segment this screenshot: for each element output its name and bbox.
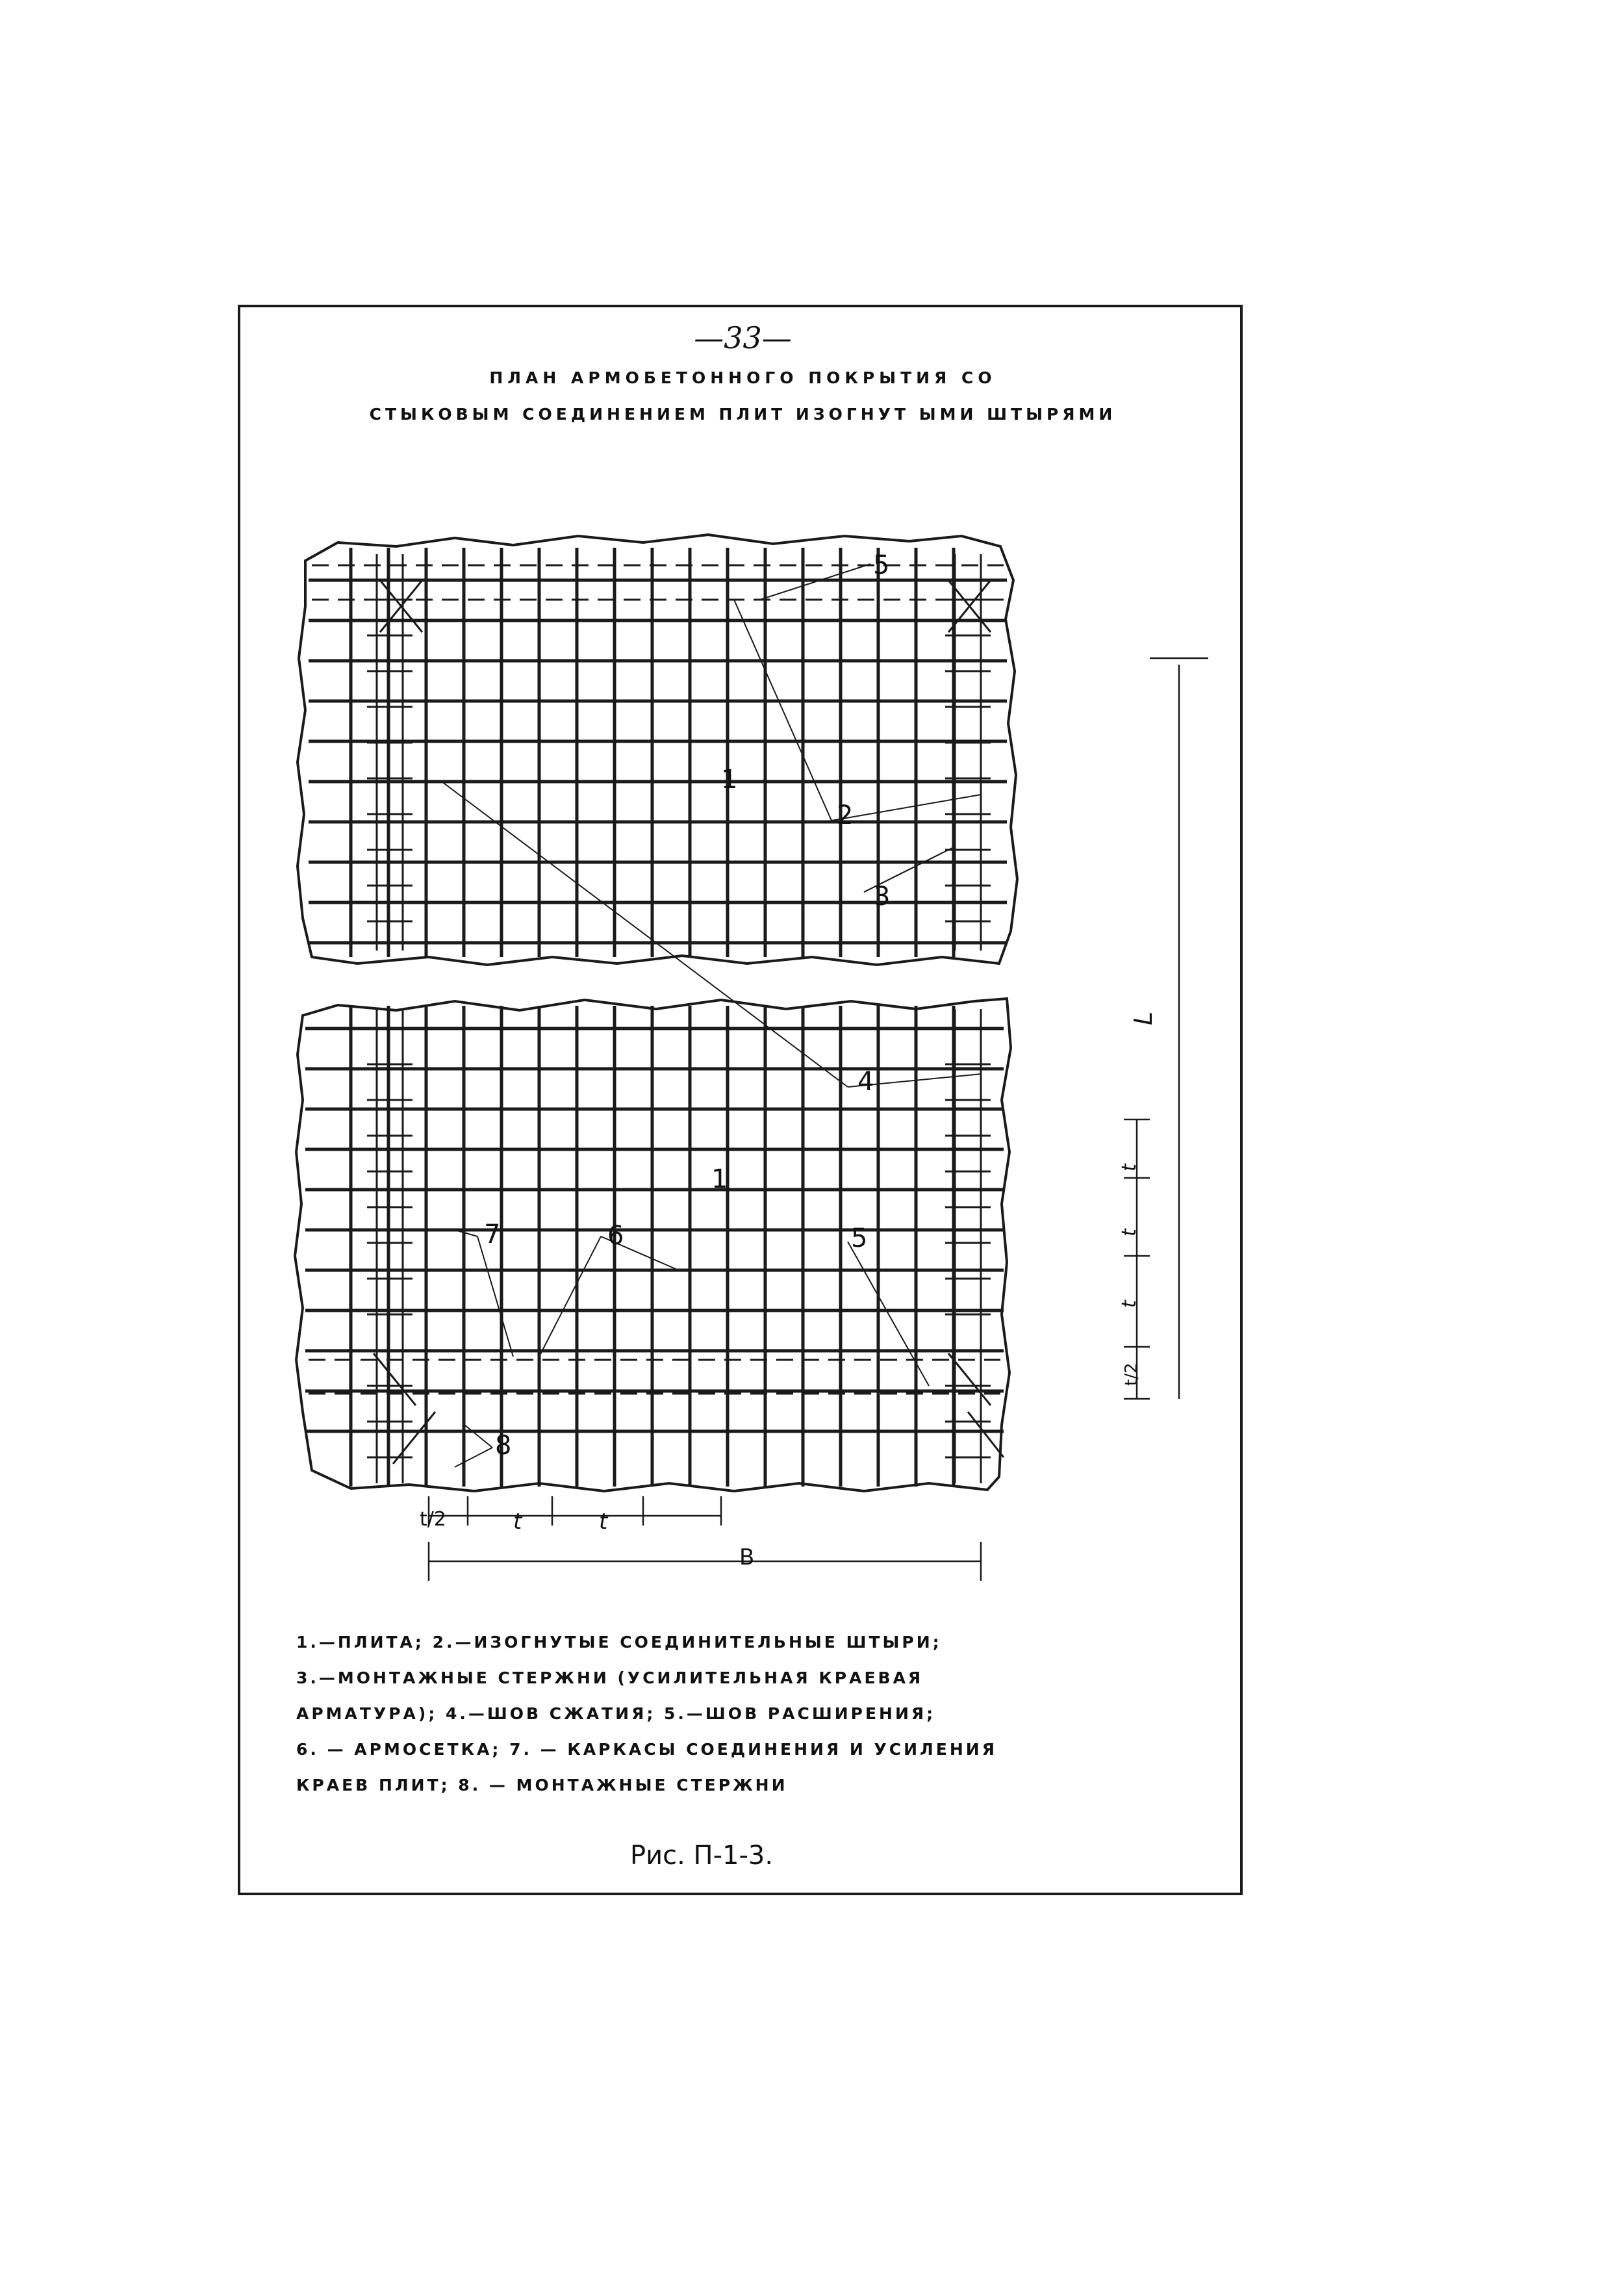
- dim-label-width: В: [739, 1544, 755, 1570]
- label-plate-bottom: 1: [711, 1164, 728, 1194]
- legend-line-5: КРАЕВ ПЛИТ; 8. — МОНТАЖНЫЕ СТЕРЖНИ: [296, 1776, 788, 1795]
- figure-caption: Рис. П-1-3.: [630, 1841, 774, 1871]
- label-callout-6: 6: [607, 1221, 624, 1251]
- legend-line-1: 1.—ПЛИТА; 2.—ИЗОГНУТЫЕ СОЕДИНИТЕЛЬНЫЕ ШТЫРИ;: [296, 1633, 942, 1652]
- dim-label-t-side-1: t: [1118, 1164, 1141, 1171]
- label-callout-4: 4: [857, 1067, 874, 1097]
- corner-diagonal-bar: [393, 1412, 435, 1464]
- dim-label-half-t-side: t/2: [1122, 1362, 1141, 1386]
- dim-label-half-t-bottom: t/2: [420, 1508, 446, 1531]
- corner-diagonal-bar: [968, 1412, 1004, 1457]
- label-callout-7: 7: [484, 1220, 501, 1249]
- dim-label-t-bottom-1: t: [513, 1509, 522, 1535]
- label-plate-top: 1: [721, 765, 738, 795]
- label-callout-5-bottom: 5: [851, 1223, 868, 1253]
- drawing-sheet: [238, 305, 1243, 1895]
- label-callout-5-top: 5: [873, 550, 890, 580]
- callout-leader: [539, 1236, 601, 1357]
- dim-label-t-side-2: t: [1118, 1229, 1141, 1236]
- callout-leader: [831, 795, 981, 821]
- dim-label-t-bottom-2: t: [599, 1509, 608, 1535]
- label-callout-2: 2: [837, 800, 854, 830]
- drawing-title-line-2: СТЫКОВЫМ СОЕДИНЕНИЕМ ПЛИТ ИЗОГНУТ ЫМИ ШТЫРЯМИ: [369, 405, 1117, 424]
- label-callout-3: 3: [874, 882, 891, 912]
- legend-line-4: 6. — АРМОСЕТКА; 7. — КАРКАСЫ СОЕДИНЕНИЯ И УСИЛЕНИЯ: [296, 1740, 997, 1759]
- dim-label-t-side-3: t: [1118, 1300, 1141, 1308]
- callout-leader: [477, 1236, 513, 1357]
- reinforcement-plan-drawing: [240, 307, 1245, 1898]
- label-callout-8: 8: [495, 1431, 512, 1461]
- corner-diagonal-bar: [374, 1353, 416, 1405]
- legend-line-2: 3.—МОНТАЖНЫЕ СТЕРЖНИ (УСИЛИТЕЛЬНАЯ КРАЕВАЯ: [296, 1668, 924, 1687]
- callout-leader: [734, 600, 831, 821]
- callout-leader: [464, 1425, 492, 1448]
- drawing-title-line-1: ПЛАН АРМОБЕТОННОГО ПОКРЫТИЯ СО: [489, 368, 996, 387]
- page-number: —33—: [694, 320, 792, 355]
- dim-label-length: L: [1129, 1011, 1158, 1025]
- callout-leader: [455, 1448, 492, 1467]
- legend-line-3: АРМАТУРА); 4.—ШОВ СЖАТИЯ; 5.—ШОВ РАСШИРЕНИЯ;: [296, 1704, 936, 1723]
